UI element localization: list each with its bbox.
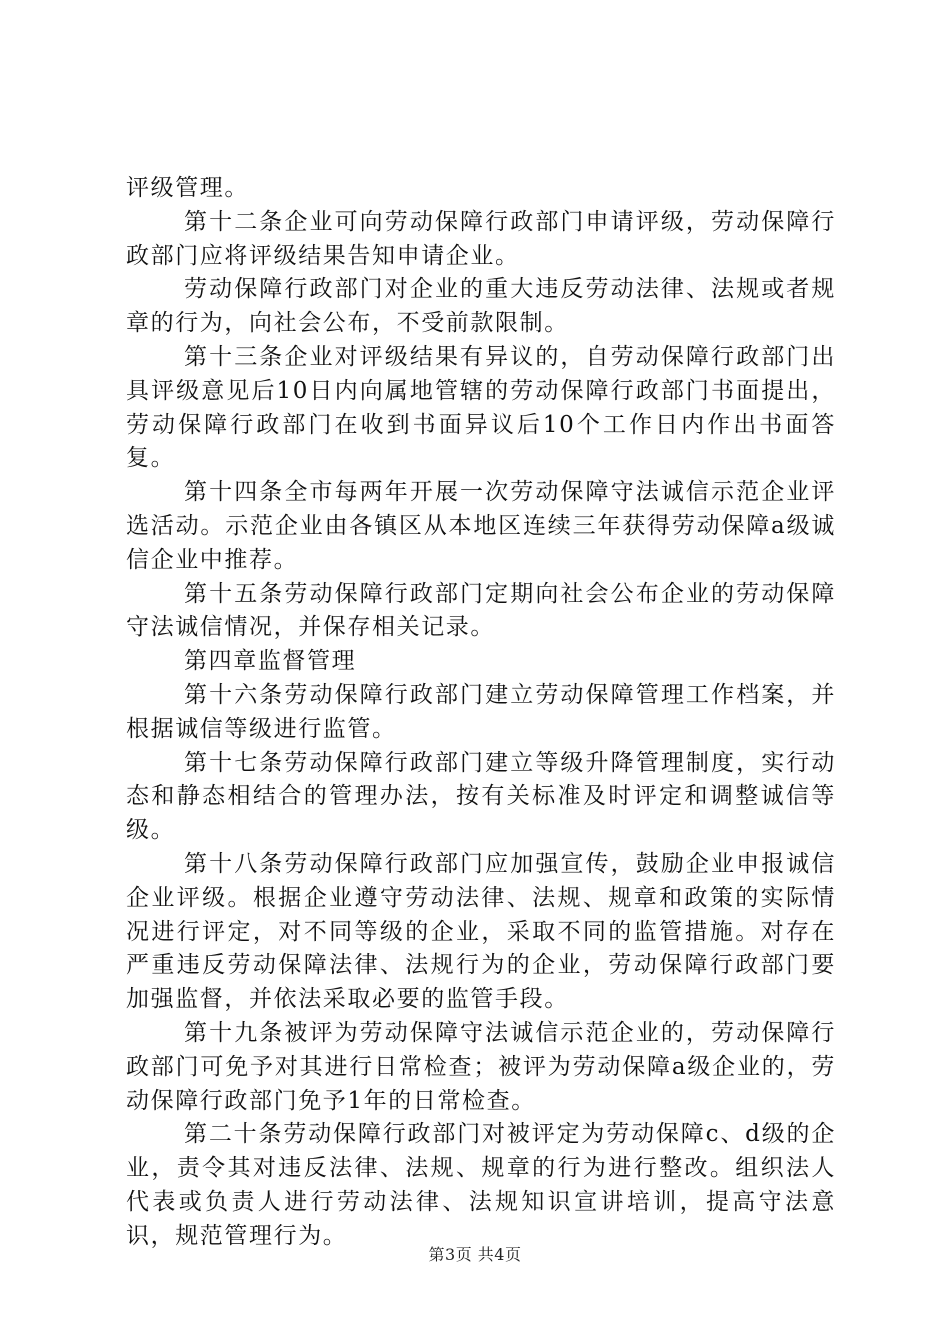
paragraph-article-13: 第十三条企业对评级结果有异议的，自劳动保障行政部门出具评级意见后10日内向属地管辖的劳动保障行政部门书面提出，劳动保障行政部门在收到书面异议后10个工作日内作出书面答复。: [126, 343, 836, 472]
paragraph-article-12: 第十二条企业可向劳动保障行政部门申请评级，劳动保障行政部门应将评级结果告知申请企业。: [126, 208, 836, 269]
paragraph-continuation: 评级管理。: [126, 175, 249, 201]
page-number-footer: 第3页 共4页: [428, 1245, 522, 1264]
paragraph-article-15: 第十五条劳动保障行政部门定期向社会公布企业的劳动保障守法诚信情况，并保存相关记录。: [126, 580, 836, 641]
paragraph-article-19: 第十九条被评为劳动保障守法诚信示范企业的，劳动保障行政部门可免予对其进行日常检查；被评为劳动保障a级企业的，劳动保障行政部门免予1年的日常检查。: [126, 1019, 836, 1114]
paragraph-article-16: 第十六条劳动保障行政部门建立劳动保障管理工作档案，并根据诚信等级进行监管。: [126, 681, 836, 742]
chapter-heading: 第四章监督管理: [184, 648, 357, 675]
paragraph-article-12-note: 劳动保障行政部门对企业的重大违反劳动法律、法规或者规章的行为，向社会公布，不受前款限制。: [126, 276, 836, 337]
paragraph-article-17: 第十七条劳动保障行政部门建立等级升降管理制度，实行动态和静态相结合的管理办法，按有关标准及时评定和调整诚信等级。: [126, 749, 836, 844]
paragraph-article-18: 第十八条劳动保障行政部门应加强宣传，鼓励企业申报诚信企业评级。根据企业遵守劳动法律、法规、规章和政策的实际情况进行评定，对不同等级的企业，采取不同的监管措施。对存在严重违反劳动保障法律、法规行为的企业，劳动保障行政部门要加强监督，并依法采取必要的监管手段。: [126, 850, 836, 1013]
paragraph-article-20: 第二十条劳动保障行政部门对被评定为劳动保障c、d级的企业，责令其对违反法律、法规、规章的行为进行整改。组织法人代表或负责人进行劳动法律、法规知识宣讲培训，提高守法意识，规范管理行为。: [126, 1121, 836, 1249]
paragraph-article-14: 第十四条全市每两年开展一次劳动保障守法诚信示范企业评选活动。示范企业由各镇区从本地区连续三年获得劳动保障a级诚信企业中推荐。: [126, 479, 836, 573]
document-body: [126, 172, 836, 1254]
